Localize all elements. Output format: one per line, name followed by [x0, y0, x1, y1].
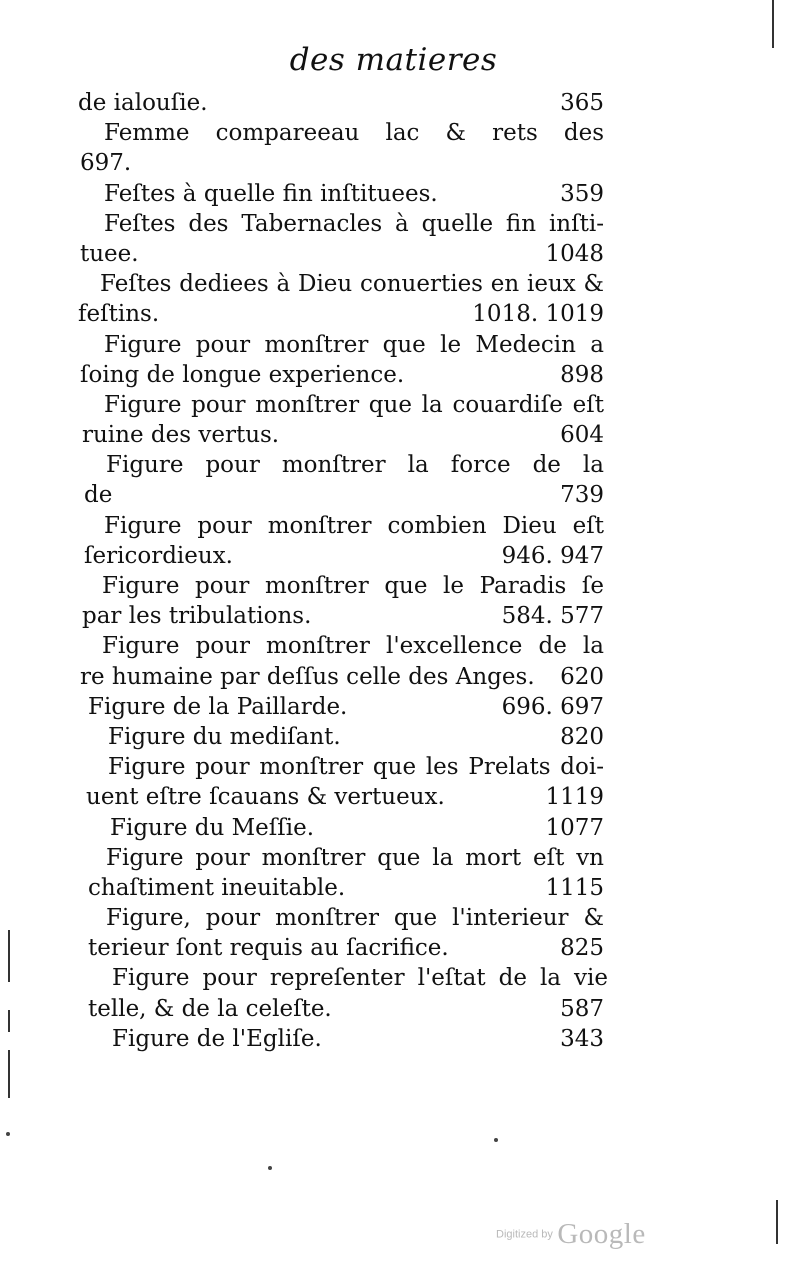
page-number: 946. 947 — [501, 542, 604, 569]
page-number: 1115 — [545, 874, 604, 901]
index-line — [78, 390, 604, 420]
entry-text: Figure pour monſtrer que le Paradis ſe — [102, 573, 604, 599]
index-line — [78, 752, 604, 782]
entry-text: Figure pour monſtrer que la mort eſt vn — [106, 844, 604, 871]
scan-dot — [494, 1138, 498, 1142]
entry-text: Figure de l'Egliſe. — [112, 1025, 322, 1052]
entry-text: Figure pour monſtrer que les Prelats doi- — [108, 754, 604, 781]
page-number: 343 — [560, 1025, 604, 1052]
index-line — [78, 631, 604, 661]
entry-text: Figure pour monſtrer combien Dieu eſt — [104, 512, 604, 539]
entry-text: Feſtes à quelle fin inſtituees. — [104, 180, 438, 207]
index-line — [78, 239, 604, 269]
entry-text: Figure pour monſtrer l'excellence de la — [102, 633, 604, 660]
entry-text: terieur ſont requis au ſacrifice. — [88, 935, 449, 962]
entry-text: Figure du Meſſie. — [110, 814, 315, 841]
entry-text: de — [84, 482, 113, 509]
entry-text: Figure du mediſant. — [108, 723, 341, 750]
entry-text: de ialouſie. — [78, 90, 208, 116]
page-number: 739 — [560, 482, 604, 509]
scan-dot — [6, 1132, 10, 1136]
scan-edge-mark — [8, 1050, 10, 1098]
digitized-by-google-watermark — [496, 1218, 646, 1251]
entry-text: uent eſtre ſcauans & vertueux. — [86, 784, 445, 811]
index-line — [78, 450, 604, 480]
scan-edge-mark — [8, 1010, 10, 1032]
index-line — [78, 903, 604, 933]
index-line — [78, 994, 604, 1024]
index-line — [78, 179, 604, 209]
entry-text: Figure de la Paillarde. — [88, 693, 348, 720]
entry-text: 697. — [80, 150, 132, 177]
index-line — [78, 480, 604, 510]
index-line — [78, 933, 604, 963]
entry-text: Femme compareeau lac & rets des — [104, 120, 604, 147]
page-number: 1048 — [545, 240, 604, 267]
entry-text: Figure pour monſtrer la force de la — [106, 452, 604, 479]
index-line — [78, 118, 604, 148]
entry-text: Figure pour monſtrer que le Medecin a — [104, 331, 604, 358]
page-number: 587 — [560, 995, 604, 1022]
index-line — [78, 1024, 604, 1054]
watermark-prefix: Digitized by — [496, 1228, 553, 1241]
entry-text: feſtins. — [78, 301, 160, 328]
page-number: 584. 577 — [501, 603, 604, 630]
page-number: 825 — [560, 935, 604, 962]
entry-text: Feſtes dediees à Dieu conuerties en ieux & — [100, 271, 604, 298]
index-line — [78, 148, 604, 178]
page-number: 365 — [560, 90, 604, 116]
entry-text: Figure pour repreſenter l'eſtat de la vie — [112, 965, 608, 992]
page-number: 620 — [560, 663, 604, 690]
index-line — [78, 420, 604, 450]
index-line — [78, 88, 604, 118]
entry-text: chaſtiment ineuitable. — [88, 874, 346, 901]
scan-edge-mark — [8, 930, 10, 982]
index-line — [78, 813, 604, 843]
index-line — [78, 662, 604, 692]
index-line — [78, 873, 604, 903]
index-line — [78, 963, 608, 993]
page-number: 359 — [560, 180, 604, 207]
entry-text: Feſtes des Tabernacles à quelle fin inſti- — [104, 210, 604, 237]
page-number: 820 — [560, 723, 604, 750]
entry-text: par les tribulations. — [82, 603, 312, 630]
scan-dot — [268, 1166, 272, 1170]
entry-text: tuee. — [80, 240, 139, 267]
page-number: 898 — [560, 361, 604, 388]
entry-text: ſoing de longue experience. — [80, 361, 405, 388]
page-header: des matieres — [289, 42, 498, 78]
page-number: 1077 — [545, 814, 604, 841]
index-line — [78, 269, 604, 299]
entry-text: Figure pour monſtrer que la couardiſe eſt — [104, 391, 604, 418]
index-line — [78, 360, 604, 390]
scan-edge-mark — [772, 0, 774, 48]
entry-text: Figure, pour monſtrer que l'interieur & — [106, 905, 604, 932]
entry-text: re humaine par deſſus celle des Anges. — [80, 663, 535, 690]
index-line — [78, 601, 604, 631]
index-entries — [78, 88, 608, 1054]
page-number: 696. 697 — [501, 693, 604, 720]
index-line — [78, 782, 604, 812]
index-line — [78, 541, 604, 571]
entry-text: ſericordieux. — [84, 542, 233, 569]
google-logo: Google — [557, 1218, 646, 1250]
page-number: 1018. 1019 — [472, 301, 604, 328]
index-line — [78, 330, 604, 360]
index-line — [78, 571, 604, 601]
entry-text: telle, & de la celeſte. — [88, 995, 332, 1022]
scan-edge-mark — [776, 1200, 778, 1244]
index-line — [78, 511, 604, 541]
index-line — [78, 209, 604, 239]
index-line — [78, 843, 604, 873]
entry-text: ruine des vertus. — [82, 422, 280, 449]
index-line — [78, 722, 604, 752]
page-number: 604 — [560, 422, 604, 449]
page-number: 1119 — [545, 784, 604, 811]
index-line — [78, 299, 604, 329]
index-line — [78, 692, 604, 722]
